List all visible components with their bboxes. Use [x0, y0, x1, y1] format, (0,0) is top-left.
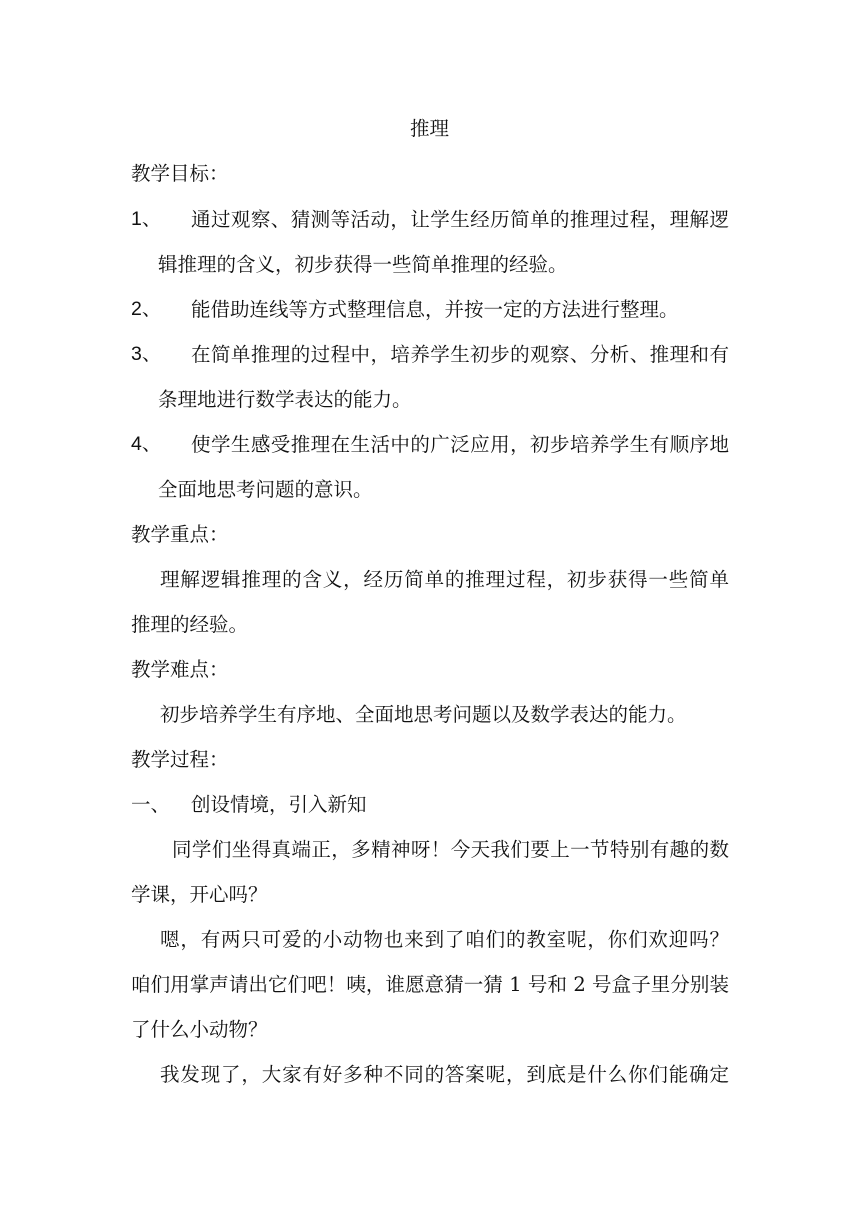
paragraph-line: 我发现了，大家有好多种不同的答案呢，到底是什么你们能确定 [160, 1063, 729, 1086]
objective-text-cont: 条理地进行数学表达的能力。 [158, 388, 412, 411]
objective-text-cont: 全面地思考问题的意识。 [158, 478, 373, 501]
keypoint-text-cont: 推理的经验。 [131, 613, 249, 636]
paragraph-line: 嗯，有两只可爱的小动物也来到了咱们的教室呢，你们欢迎吗？ [160, 928, 729, 951]
objective-number: 1、 [131, 208, 162, 230]
objective-text: 使学生感受推理在生活中的广泛应用，初步培养学生有顺序地 [191, 433, 729, 456]
objective-number: 4、 [131, 433, 162, 455]
section-title: 创设情境，引入新知 [191, 793, 367, 816]
difficulty-text: 初步培养学生有序地、全面地思考问题以及数学表达的能力。 [160, 703, 687, 726]
keypoint-text: 理解逻辑推理的含义，经历简单的推理过程，初步获得一些简单 [160, 568, 729, 591]
objective-number: 2、 [131, 298, 162, 320]
paragraph-line: 学课，开心吗？ [131, 883, 268, 906]
objectives-heading: 教学目标： [131, 162, 229, 185]
process-heading: 教学过程： [131, 748, 229, 771]
paragraph-line: 了什么小动物？ [131, 1018, 268, 1041]
objective-number: 3、 [131, 343, 162, 365]
objective-text-cont: 辑推理的含义，初步获得一些简单推理的经验。 [158, 253, 568, 276]
paragraph-line: 咱们用掌声请出它们吧！咦，谁愿意猜一猜 1 号和 2 号盒子里分别装 [131, 973, 729, 996]
document-title: 推理 [410, 117, 450, 140]
objective-text: 通过观察、猜测等活动，让学生经历简单的推理过程，理解逻 [191, 208, 729, 231]
keypoint-heading: 教学重点： [131, 523, 229, 546]
objective-text: 在简单推理的过程中，培养学生初步的观察、分析、推理和有 [191, 343, 729, 366]
section-number: 一、 [131, 793, 171, 816]
objective-text: 能借助连线等方式整理信息，并按一定的方法进行整理。 [191, 298, 679, 321]
paragraph-line: 同学们坐得真端正，多精神呀！今天我们要上一节特别有趣的数 [172, 838, 729, 861]
difficulty-heading: 教学难点： [131, 658, 229, 681]
